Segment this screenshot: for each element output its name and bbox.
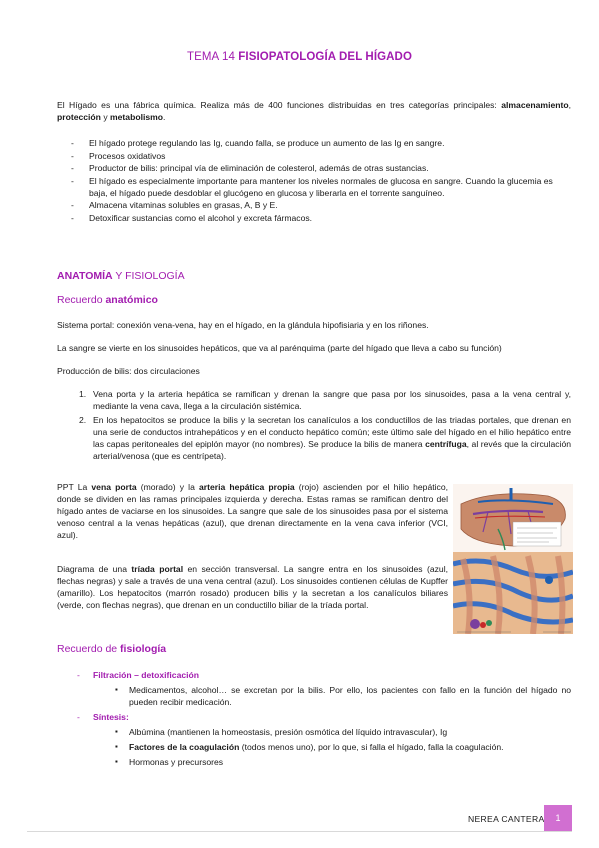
footer-divider	[27, 831, 572, 832]
subheading-recuerdo-anatomico: Recuerdo anatómico	[57, 294, 158, 306]
intro-paragraph: El Hígado es una fábrica química. Realiza más de 400 funciones distribuidas en tres categorías principales: almacenamiento, protección y metabolismo.	[57, 100, 571, 122]
produccion-paragraph: Producción de bilis: dos circulaciones	[57, 366, 200, 376]
keyword-almacenamiento: almacenamiento	[501, 100, 569, 110]
page-title: TEMA 14 FISIOPATOLOGÍA DEL HÍGADO	[186, 51, 413, 63]
functions-list	[57, 137, 571, 224]
section-heading-anatomia: ANATOMÍA Y FISIOLOGÍA	[57, 270, 185, 282]
sinusoides-paragraph: La sangre se vierte en los sinusoides hepáticos, que va al parénquima (parte del hígado que lleva a cabo su función)	[57, 343, 502, 353]
list-item: 2. En los hepatocitos se produce la bilis y la secretan los canalículos a los conductillos de las triadas portales, que drenan en una serie de conductos intrahepáticos y en el conducto hepático común; este último sale del hígado en el hilio hepático entre las capas peritoneales del epiplón mayor (no nombres). Se produce la bilis de manera centrífuga, al revés que la circulación arterial/venosa (que es centrípeta).	[79, 415, 572, 461]
list-item: ▪ Hormonas y precursores	[57, 756, 571, 768]
list-item: - Productor de bilis: principal vía de eliminación de colesterol, además de otras sustancias.	[57, 162, 571, 174]
list-item: - Procesos oxidativos	[57, 150, 571, 162]
fisiologia-list	[57, 669, 571, 768]
footer-author: NEREA CANTERA	[468, 814, 545, 824]
subheading-recuerdo-fisiologia: Recuerdo de fisiología	[57, 643, 167, 655]
list-item: 1. Vena porta y la arteria hepática se ramifican y drenan la sangre que pasa por los sinusoides, pasa a la vena central y, mediante la vena cava, llega a la circulación sistémica.	[79, 389, 571, 411]
list-item: ▪ Albúmina (mantienen la homeostasis, presión osmótica del líquido intravascular), Ig	[57, 726, 571, 738]
circulaciones-list	[57, 388, 571, 464]
sintesis-label: - Síntesis:	[57, 711, 571, 723]
keyword-metabolismo: metabolismo	[110, 112, 164, 122]
list-item: ▪ Factores de la coagulación (todos menos uno), por lo que, si falla el hígado, falla la coagulación.	[57, 741, 571, 753]
list-item: - Detoxificar sustancias como el alcohol y excreta fármacos.	[57, 212, 571, 224]
list-item: - Almacena vitaminas solubles en grasas, A, B y E.	[57, 199, 571, 211]
list-item: - El hígado protege regulando las Ig, cuando falla, se produce un aumento de las Ig en sangre.	[57, 137, 571, 149]
liver-anatomy-figure	[453, 484, 573, 634]
triada-paragraph: Diagrama de una tríada portal en sección transversal. La sangre entra en los sinusoides (azul, flechas negras) y sale a través de una vena central (azul). Los sinusoides contienen células de Kupffer (amarillo). Los hepatocitos (marrón rosado) producen bilis y la secretan a los canalículos biliares (verde, con flechas negras), que drenan en un conductillo biliar de la tríada portal.	[57, 564, 448, 610]
portal-paragraph: Sistema portal: conexión vena-vena, hay en el hígado, en la glándula hipofisiaria y en los riñones.	[57, 320, 429, 330]
page-number: 1	[544, 805, 572, 831]
list-item: - El hígado es especialmente importante para mantener los niveles normales de glucosa en sangre. Cuando la glucemia es baja, el hígado puede desdoblar el glucógeno en glucosa y liberarla en el torrente sanguíneo.	[57, 175, 571, 199]
ppt-paragraph: PPT La vena porta (morado) y la arteria hepática propia (rojo) ascienden por el hilio hepático, donde se dividen en las ramas principales izquierda y derecha. Estas ramas se ramifican dentro del hígado antes de vaciarse en los sinusoides. La sangre que sale de los sinusoides pasa por el sistema venoso central a la venas hepáticas (azul), que drenan directamente en la vena cava inferior (VCI, azul).	[57, 482, 448, 540]
filtracion-label: - Filtración – detoxificación	[57, 669, 571, 681]
list-item: ▪ Medicamentos, alcohol… se excretan por la bilis. Por ello, los pacientes con fallo en la función del hígado no pueden recibir medicación.	[57, 684, 571, 708]
keyword-proteccion: protección	[57, 112, 101, 122]
